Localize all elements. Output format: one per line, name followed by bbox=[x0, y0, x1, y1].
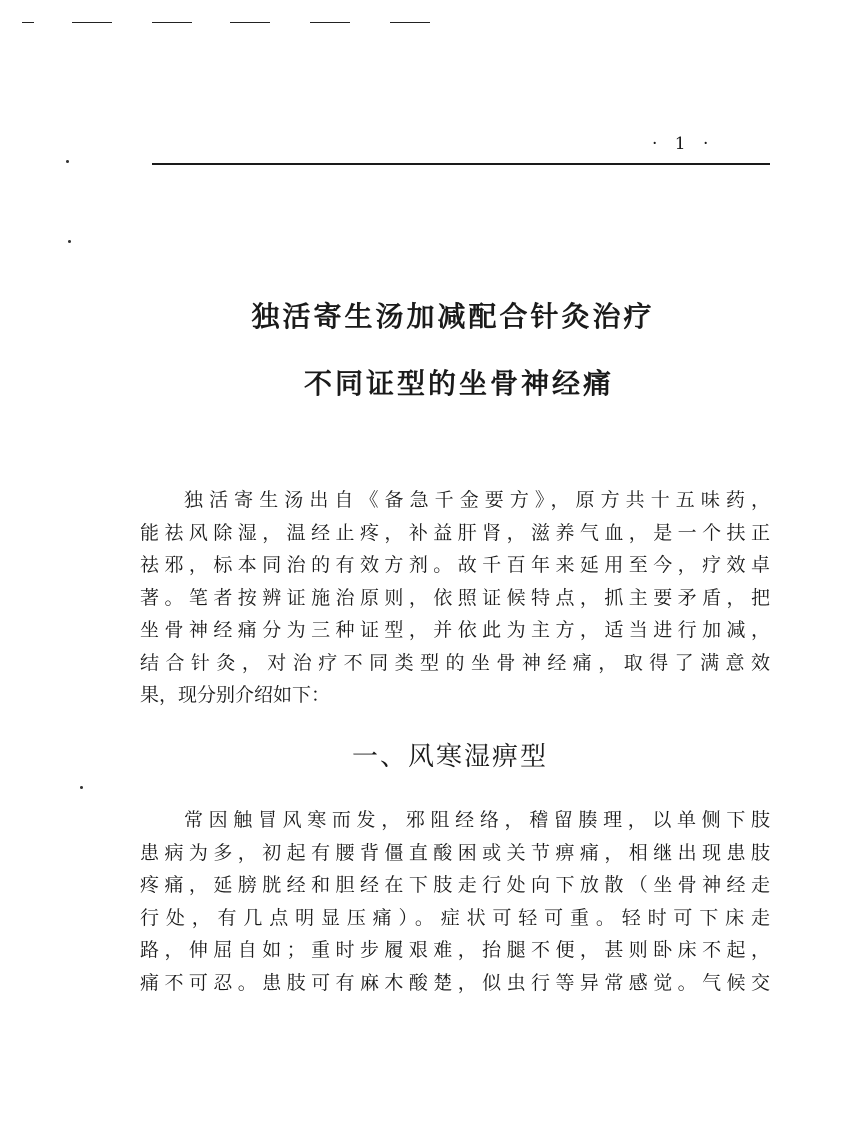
paragraph-line: 独活寄生汤出自《备急千金要方》，原方共十五味药， bbox=[184, 489, 770, 511]
scan-dash bbox=[390, 22, 430, 23]
paragraph-line: 祛邪，标本同治的有效方剂。故千百年来延用至今，疗效卓 bbox=[140, 554, 770, 576]
paragraph-line: 行处，有几点明显压痛）。症状可轻可重。轻时可下床走 bbox=[140, 906, 770, 929]
scan-speck bbox=[80, 786, 83, 789]
scan-speck bbox=[66, 160, 69, 163]
article-title-line-2: 不同证型的坐骨神经痛 bbox=[303, 367, 614, 400]
scan-speck bbox=[68, 240, 71, 243]
paragraph-line: 能祛风除湿，温经止疼，补益肝肾，滋养气血，是一个扶正 bbox=[140, 521, 770, 544]
page-number: · 1 · bbox=[652, 134, 715, 154]
paragraph-line: 坐骨神经痛分为三种证型，并依此为主方，适当进行加减， bbox=[140, 619, 770, 641]
section-heading: 一、风寒湿痹型 bbox=[352, 742, 549, 772]
section-1-paragraph bbox=[140, 804, 770, 999]
paragraph-line: 疼痛，延膀胱经和胆经在下肢走行处向下放散（坐骨神经走 bbox=[140, 874, 770, 896]
paragraph-line: 著。笔者按辨证施治原则，依照证候特点，抓主要矛盾，把 bbox=[140, 586, 770, 609]
paragraph-line: 路，伸屈自如；重时步履艰难，抬腿不便，甚则卧床不起， bbox=[140, 939, 770, 961]
header-rule bbox=[152, 163, 770, 165]
paragraph-line: 患病为多，初起有腰背僵直酸困或关节痹痛，相继出现患肢 bbox=[140, 841, 770, 864]
paragraph-line: 痛不可忍。患肢可有麻木酸楚，似虫行等异常感觉。气候交 bbox=[140, 971, 770, 994]
paragraph-line: 常因触冒风寒而发，邪阻经络，稽留腠理，以单侧下肢 bbox=[184, 809, 770, 831]
intro-paragraph bbox=[140, 484, 770, 712]
scan-dash bbox=[230, 22, 270, 23]
article-title-line-1: 独活寄生汤加减配合针灸治疗 bbox=[251, 300, 655, 333]
paragraph-line: 结合针灸，对治疗不同类型的坐骨神经痛，取得了满意效 bbox=[140, 651, 770, 674]
scan-dash bbox=[72, 22, 112, 23]
paragraph-line: 果，现分别介绍如下： bbox=[140, 684, 331, 706]
scan-dash bbox=[310, 22, 350, 23]
scan-dash bbox=[22, 22, 34, 23]
scan-dash bbox=[152, 22, 192, 23]
